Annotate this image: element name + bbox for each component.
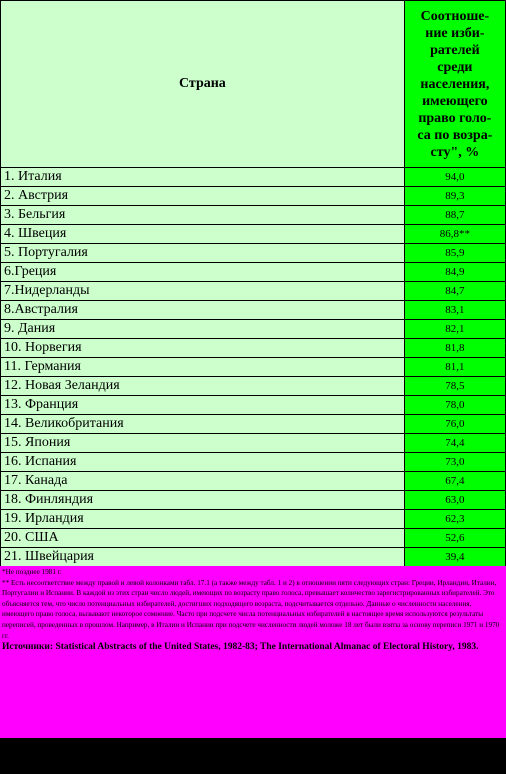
country-cell: 3. Бельгия xyxy=(1,206,405,225)
table-row xyxy=(1,320,506,339)
footnote-1: *Не позднее 1981 г. xyxy=(2,568,62,576)
country-cell: 20. США xyxy=(1,529,405,548)
table-row xyxy=(1,301,506,320)
ratio-cell: 73,0 xyxy=(404,453,505,472)
header-ratio-line: Соотноше- xyxy=(420,9,490,24)
header-ratio-line: населения, xyxy=(420,77,490,92)
country-cell: 17. Канада xyxy=(1,472,405,491)
ratio-cell: 81,8 xyxy=(404,339,505,358)
ratio-cell: 63,0 xyxy=(404,491,505,510)
ratio-cell: 67,4 xyxy=(404,472,505,491)
country-cell: 21. Швейцария xyxy=(1,548,405,567)
header-ratio-line: имеющего xyxy=(422,94,488,109)
table-row xyxy=(1,244,506,263)
ratio-cell: 88,7 xyxy=(404,206,505,225)
table-row xyxy=(1,453,506,472)
table-body xyxy=(1,168,506,567)
header-ratio-line: са по возра- xyxy=(417,128,493,143)
country-cell: 13. Франция xyxy=(1,396,405,415)
country-cell: 12. Новая Зеландия xyxy=(1,377,405,396)
ratio-cell: 84,9 xyxy=(404,263,505,282)
sources-note: Источники: Statistical Abstracts of the United States, 1982-83; The International Almanac of Electoral History, 1983. xyxy=(2,642,479,653)
ratio-cell: 76,0 xyxy=(404,415,505,434)
header-ratio-line: сту", % xyxy=(430,145,480,160)
ratio-cell: 52,6 xyxy=(404,529,505,548)
ratio-cell: 85,9 xyxy=(404,244,505,263)
header-ratio-line: ние изби- xyxy=(425,26,485,41)
table-row xyxy=(1,434,506,453)
header-ratio-line: среди xyxy=(437,60,473,75)
table-row xyxy=(1,168,506,187)
country-cell: 9. Дания xyxy=(1,320,405,339)
header-ratio-line: право голо- xyxy=(418,111,492,126)
header-ratio xyxy=(404,1,505,168)
ratio-cell: 83,1 xyxy=(404,301,505,320)
header-ratio-line: рателей xyxy=(430,43,480,58)
country-cell: 1. Италия xyxy=(1,168,405,187)
table-row xyxy=(1,415,506,434)
country-cell: 11. Германия xyxy=(1,358,405,377)
table-row xyxy=(1,282,506,301)
country-cell: 18. Финляндия xyxy=(1,491,405,510)
ratio-cell: 78,5 xyxy=(404,377,505,396)
country-cell: 19. Ирландия xyxy=(1,510,405,529)
ratio-cell: 62,3 xyxy=(404,510,505,529)
ratio-cell: 39,4 xyxy=(404,548,505,567)
header-country: Страна xyxy=(1,1,405,168)
country-cell: 4. Швеция xyxy=(1,225,405,244)
country-cell: 8.Австралия xyxy=(1,301,405,320)
footnote-2: ** Есть несоответствие между правой и левой колонками табл. 17.1 (а также между табл. 1 и 2) в отношении пяти следующих стран: Греции, Ирландии, Италии, Португалии и Испании. В каждой из этих стран число людей, имеющих по возрасту право голоса, превышает количество зарегистрированных избирателей. Это объясняется тем, что число потенциальных избирателей, достигших подходящего возраста, подсчитывается отдельно. Данные о численности населения, имеющего право голоса, вызывают некоторое сомнение. Часто при подсчете числа потенциальных избирателей в настоящее время используются результаты переписей, проведенных в прошлом. Например, в Италии и Испании при подсчете численности людей моложе 18 лет были взяты за основу переписи 1971 и 1970 гг. xyxy=(2,578,500,640)
ratio-cell: 74,4 xyxy=(404,434,505,453)
ratio-cell: 89,3 xyxy=(404,187,505,206)
table-row xyxy=(1,263,506,282)
table-row xyxy=(1,510,506,529)
table-row xyxy=(1,358,506,377)
ratio-cell: 84,7 xyxy=(404,282,505,301)
ratio-cell: 81,1 xyxy=(404,358,505,377)
table-header-row xyxy=(1,1,506,168)
table-row xyxy=(1,206,506,225)
table-row xyxy=(1,529,506,548)
ratio-cell: 82,1 xyxy=(404,320,505,339)
country-cell: 14. Великобритания xyxy=(1,415,405,434)
notes-section xyxy=(0,566,506,738)
country-cell: 2. Австрия xyxy=(1,187,405,206)
ratio-cell: 94,0 xyxy=(404,168,505,187)
country-cell: 7.Нидерланды xyxy=(1,282,405,301)
table-row xyxy=(1,225,506,244)
table-row xyxy=(1,339,506,358)
table-row xyxy=(1,548,506,567)
ratio-cell: 78,0 xyxy=(404,396,505,415)
country-cell: 5. Португалия xyxy=(1,244,405,263)
country-cell: 6.Греция xyxy=(1,263,405,282)
table-row xyxy=(1,491,506,510)
table-row xyxy=(1,377,506,396)
country-cell: 16. Испания xyxy=(1,453,405,472)
country-cell: 10. Норвегия xyxy=(1,339,405,358)
table-row xyxy=(1,472,506,491)
country-cell: 15. Япония xyxy=(1,434,405,453)
ratio-cell: 86,8** xyxy=(404,225,505,244)
table-row xyxy=(1,396,506,415)
table-row xyxy=(1,187,506,206)
